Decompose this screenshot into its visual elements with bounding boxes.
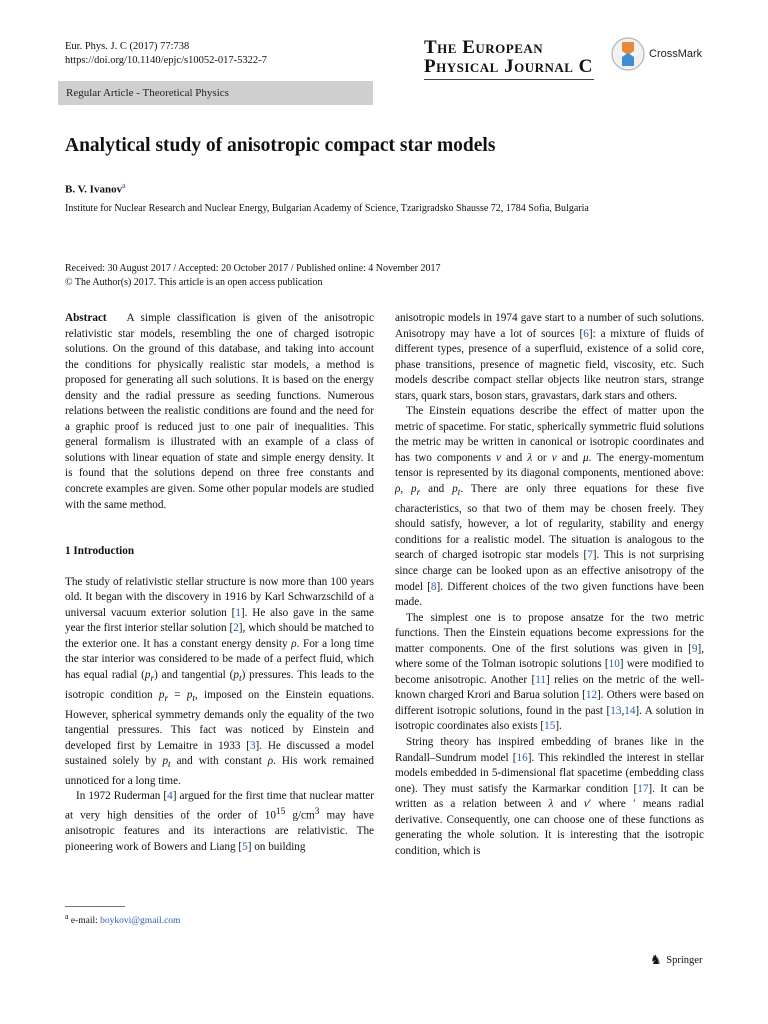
publication-dates [65, 262, 441, 289]
affiliation: Institute for Nuclear Research and Nuclear Energy, Bulgarian Academy of Science, Tzarigradsko Shausse 72, 1784 Sofia, Bulgaria [65, 203, 589, 214]
dates-line: Received: 30 August 2017 / Accepted: 20 October 2017 / Published online: 4 November 2017 [65, 263, 441, 274]
author-email-link[interactable]: boykovi@gmail.com [100, 916, 181, 927]
article-type-bar: Regular Article - Theoretical Physics [58, 81, 373, 105]
section-heading: 1 Introduction [65, 545, 135, 558]
body-paragraph: In 1972 Ruderman [4] argued for the first time that nuclear matter at very high densities of the order of $10^{15}$ $g/cm^3$ may have anisotropic features and its interactions are relativistic. The pioneering work of Bowers and Liang [5] on building [65, 790, 374, 853]
body-paragraph: The study of relativistic stellar structure is now more than 100 years old. It began with the discovery in 1916 by Karl Schwarzschild of a universal vacuum exterior solution [1]. He also gave in the same year the first interior stellar solution [2], which should be matched to the exterior one. It has a constant energy density ρ. For a long time the star interior was considered to be made of a perfect fluid, which has equal radial $(p_r)$ and tangential $(p_t)$ pressures. This leads to the isotropic condition $p_r = p_t$, imposed on the Einstein equations. However, spherical symmetry demands only the equality of the two tangential pressures. This fact was noticed by Einstein and developed first by Lemaitre in 1933 [3]. He discussed a model sustained solely by $p_t$ and with constant ρ. His work remained unnoticed for a long time. [65, 575, 375, 787]
abstract [65, 311, 374, 513]
journal-title-line1: The European [424, 37, 544, 58]
springer-horse-icon: ♞ [650, 952, 662, 967]
publisher-name: Springer [666, 955, 703, 966]
abstract-text: A simple classification is given of the anisotropic relativistic star models, resembling the one of charged isotropic solutions. On the ground of this database, and taking into account the conditions for physically realistic star models, a method is proposed for generating all such solutions. It is based on the energy density and the radial pressure as seeding functions. Numerous relations between the realistic conditions are found and the need for a graphic proof is reduced just to one pair of inequalities. This general formalism is illustrated with an example of a class of solutions with linear equation of state and simple energy density. It is found that the solutions depend on three free constants and concrete examples are given. Some other popular models are studied with the same method. [65, 312, 374, 511]
body-paragraph: String theory has inspired embedding of branes like in the Randall–Sundrum model [16]. This rekindled the interest in stellar models embedded in 5-dimensional flat spacetime (embedding class one). They must satisfy the Karmarkar condition [17]. It can be written as a relation between λ and ν′ where ′ means radial derivative. Consequently, one can choose one of these functions as generating the whole solution. It is interesting that the isotropic condition, which is [395, 736, 705, 857]
journal-title [424, 38, 593, 76]
crossmark-badge[interactable] [607, 37, 717, 73]
crossmark-icon [611, 37, 645, 73]
footnote [65, 912, 180, 926]
publisher-mark [650, 952, 702, 968]
journal-title-line2: Physical Journal C [424, 56, 593, 77]
journal-meta [65, 40, 267, 68]
abstract-label: Abstract [65, 312, 107, 324]
journal-title-rule [424, 79, 594, 80]
right-column [395, 311, 704, 859]
body-paragraph: anisotropic models in 1974 gave start to a number of such solutions. Anisotropy may have a lot of sources [6]: a mixture of fluids of different types, presence of a superfluid, existence of a solid core, phase transitions, presence of magnetic field, viscosity, etc. Such models describe compact stellar objects like neutron stars, strange stars, quark stars, boson stars, gravastars, dark stars and others. [395, 312, 705, 402]
author-footnote-mark[interactable]: a [122, 181, 126, 190]
citation: Eur. Phys. J. C (2017) 77:738 [65, 41, 190, 52]
doi-link[interactable]: https://doi.org/10.1140/epjc/s10052-017-5322-7 [65, 55, 267, 66]
left-column [65, 311, 374, 855]
footnote-label: e-mail: [70, 916, 98, 927]
author-name: B. V. Ivanov [65, 183, 123, 196]
body-paragraph: The Einstein equations describe the effect of matter upon the metric of spacetime. For static, spherically symmetric fluid solutions the metric may be written in canonical or isotropic coordinates and has two components ν and λ or ν and μ. The energy-momentum tensor is represented by its diagonal components, mentioned above: ρ, $p_r$ and $p_t$. There are only three equations for these five characteristics, so that two of them may be chosen freely. They should satisfy, however, a lot of regularity, stability and energy conditions for a realistic model. The situation is analogous to the search of charged isotropic star models [7]. This is not surprising since charge can be looked upon as an effective anisotropy of the model [8]. Different choices of the two given functions have been made. [395, 405, 705, 609]
author-line [65, 181, 126, 196]
paper-title: Analytical study of anisotropic compact star models [65, 135, 496, 156]
footnote-rule [65, 906, 125, 907]
crossmark-label: CrossMark [649, 48, 703, 60]
body-paragraph: The simplest one is to propose ansatze for the two metric functions. Then the Einstein equations become expressions for the matter components. One of the first solutions was given in [9], where some of the Tolman isotropic solutions [10] were modified to become anisotropic. Another [11] relies on the metric of the well-known charged Krori and Barua solution [12]. Others were based on different isotropic solutions, found in the past [13,14]. A solution in isotropic coordinates also exists [15]. [395, 611, 705, 733]
footnote-mark: a [65, 912, 69, 921]
license-line: © The Author(s) 2017. This article is an open access publication [65, 276, 323, 288]
